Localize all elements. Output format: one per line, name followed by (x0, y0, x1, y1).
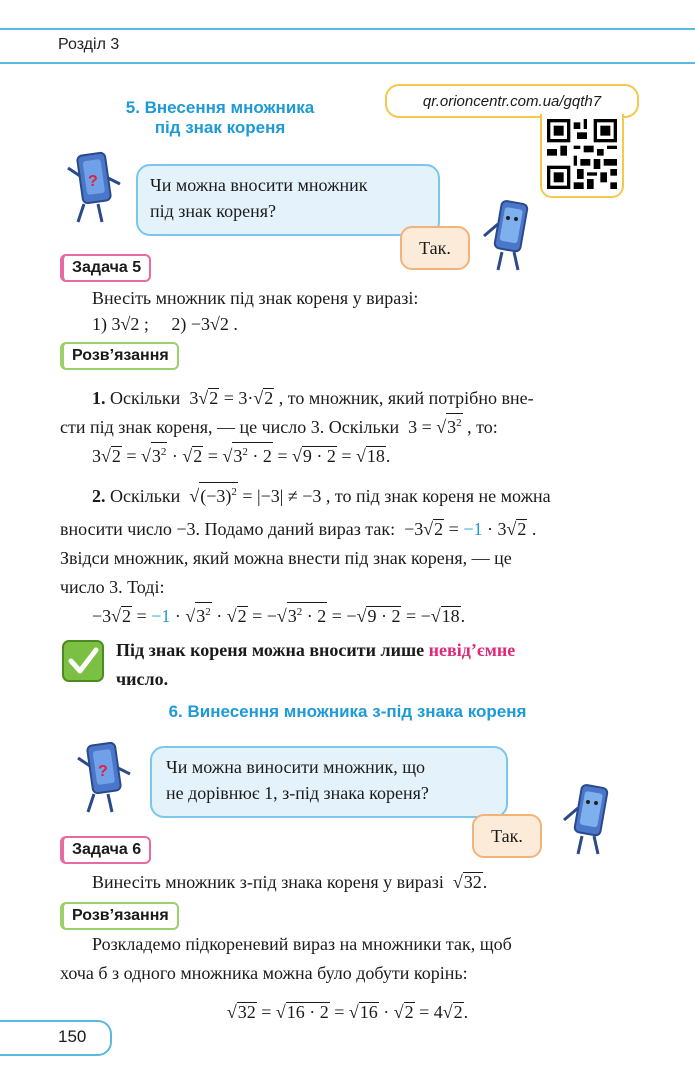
phone-character-question-icon-2 (76, 740, 136, 820)
task5-item1-num: 1) (92, 314, 107, 334)
solution5-p2-line4: число 3. Тоді: (60, 577, 165, 597)
question2-line1: Чи можна виносити множник, що (166, 757, 426, 777)
phone-character-answer-icon (480, 196, 540, 276)
solution6-line2: хоча б з одного множника можна було добути корінь: (60, 963, 468, 983)
answer-bubble-2: Так. (472, 814, 542, 858)
section5-title-line1: 5. Внесення множника (125, 98, 315, 117)
checkmark-icon (62, 640, 104, 682)
solution5-formula1: $3√2 = √3^2 \cdot √2 = √3^2 \cdot 2 = √9 \cdot 2 = √18$. (60, 442, 635, 471)
chapter-label: Розділ 3 (58, 36, 120, 53)
solution6-label: Розв’язання (60, 902, 179, 930)
solution5-p1: 1. Оскільки 3√2 = 3·√2 , то множник, який потрібно вне- сти під знак кореня, — це число 3. Оскільки $3 = √3^2$ , то: $3√2 = √3^2 \cdot √2 = √3^2 \cdot 2 = √9 \cdot 2 = √18$. (60, 384, 635, 471)
section6-title: 6. Винесення множника з-під знака кореня (168, 702, 527, 721)
rule-highlight: невід’ємне (428, 640, 516, 660)
solution5-p2: 2. Оскільки $√(-3)^2 = |-3| \ne -3$ , то під знак кореня не можна вносити число −3. Подамо даний вираз так: −3√2 = −1 · 3√2 . Звідси множник, який можна внести під знак кореня, — це число 3. Тоді: $-3√2 = -1 \cdot √3^2 \cdot √2 = -√3^2 \cdot 2 = -√9 \cdot 2 = -√18$. (60, 482, 635, 631)
question1-line1: Чи можна вносити множник (150, 175, 368, 195)
question-bubble-2 (150, 746, 508, 818)
page-number-bar (0, 1020, 112, 1056)
solution5-p1-line2: сти під знак кореня, — це число 3. Оскільки (60, 417, 400, 437)
solution5-label: Розв’язання (60, 342, 179, 370)
solution5-p1-b: , то множник, який потрібно вне- (278, 388, 534, 408)
solution5-formula2: $-3√2 = -1 \cdot √3^2 \cdot √2 = -√3^2 \cdot 2 = -√9 \cdot 2 = -√18$. (60, 602, 635, 631)
task6-text: Винесіть множник з-під знака кореня у виразі (92, 872, 444, 892)
task6-text-row: Винесіть множник з-під знака кореня у виразі √32. (92, 872, 488, 892)
task5-text: Внесіть множник під знак кореня у виразі: (92, 288, 419, 308)
question2-line2: не дорівнює 1, з-під знака кореня? (166, 783, 429, 803)
solution6-line1: Розкладемо підкореневий вираз на множники так, щоб (92, 934, 512, 954)
solution5-p2-line2: вносити число −3. Подамо даний вираз так: (60, 519, 396, 539)
svg-text:?: ? (88, 173, 98, 190)
solution5-p1-a: Оскільки (110, 388, 181, 408)
task5-label: Задача 5 (60, 254, 151, 282)
rule-text-b: число. (116, 669, 169, 689)
task5-items (92, 310, 238, 339)
qr-code-icon[interactable] (540, 114, 624, 198)
rule-text (116, 636, 636, 694)
question-bubble-1 (136, 164, 440, 236)
section5-title (80, 98, 360, 138)
solution5-p2-b: , то під знак кореня не можна (325, 486, 551, 506)
phone-character-answer-icon-2 (560, 780, 620, 860)
svg-text:?: ? (98, 763, 108, 780)
solution5-p2-a: Оскільки (110, 486, 181, 506)
phone-character-question-icon (66, 150, 126, 230)
solution6-formula: √32 = √16 · 2 = √16 · √2 = 4√2. (226, 1002, 469, 1022)
solution6-text (60, 930, 635, 1027)
task5-item2-expr: −3√2 . (190, 314, 238, 334)
solution5-p2-line3: Звідси множник, який можна внести під знак кореня, — це (60, 548, 512, 568)
question1-line2: під знак кореня? (150, 201, 276, 221)
solution5-p1-line2-end: , то: (467, 417, 498, 437)
task6-label: Задача 6 (60, 836, 151, 864)
task5-item1-expr: 3√2 ; (111, 314, 149, 334)
answer-bubble-1: Так. (400, 226, 470, 270)
page-number: 150 (58, 1027, 87, 1046)
section5-title-line2: під знак кореня (154, 118, 286, 137)
rule-text-a: Під знак кореня можна вносити лише (116, 640, 425, 660)
qr-link[interactable]: qr.orioncentr.com.ua/gqth7 (385, 84, 639, 118)
task5-item2-num: 2) (171, 314, 187, 334)
